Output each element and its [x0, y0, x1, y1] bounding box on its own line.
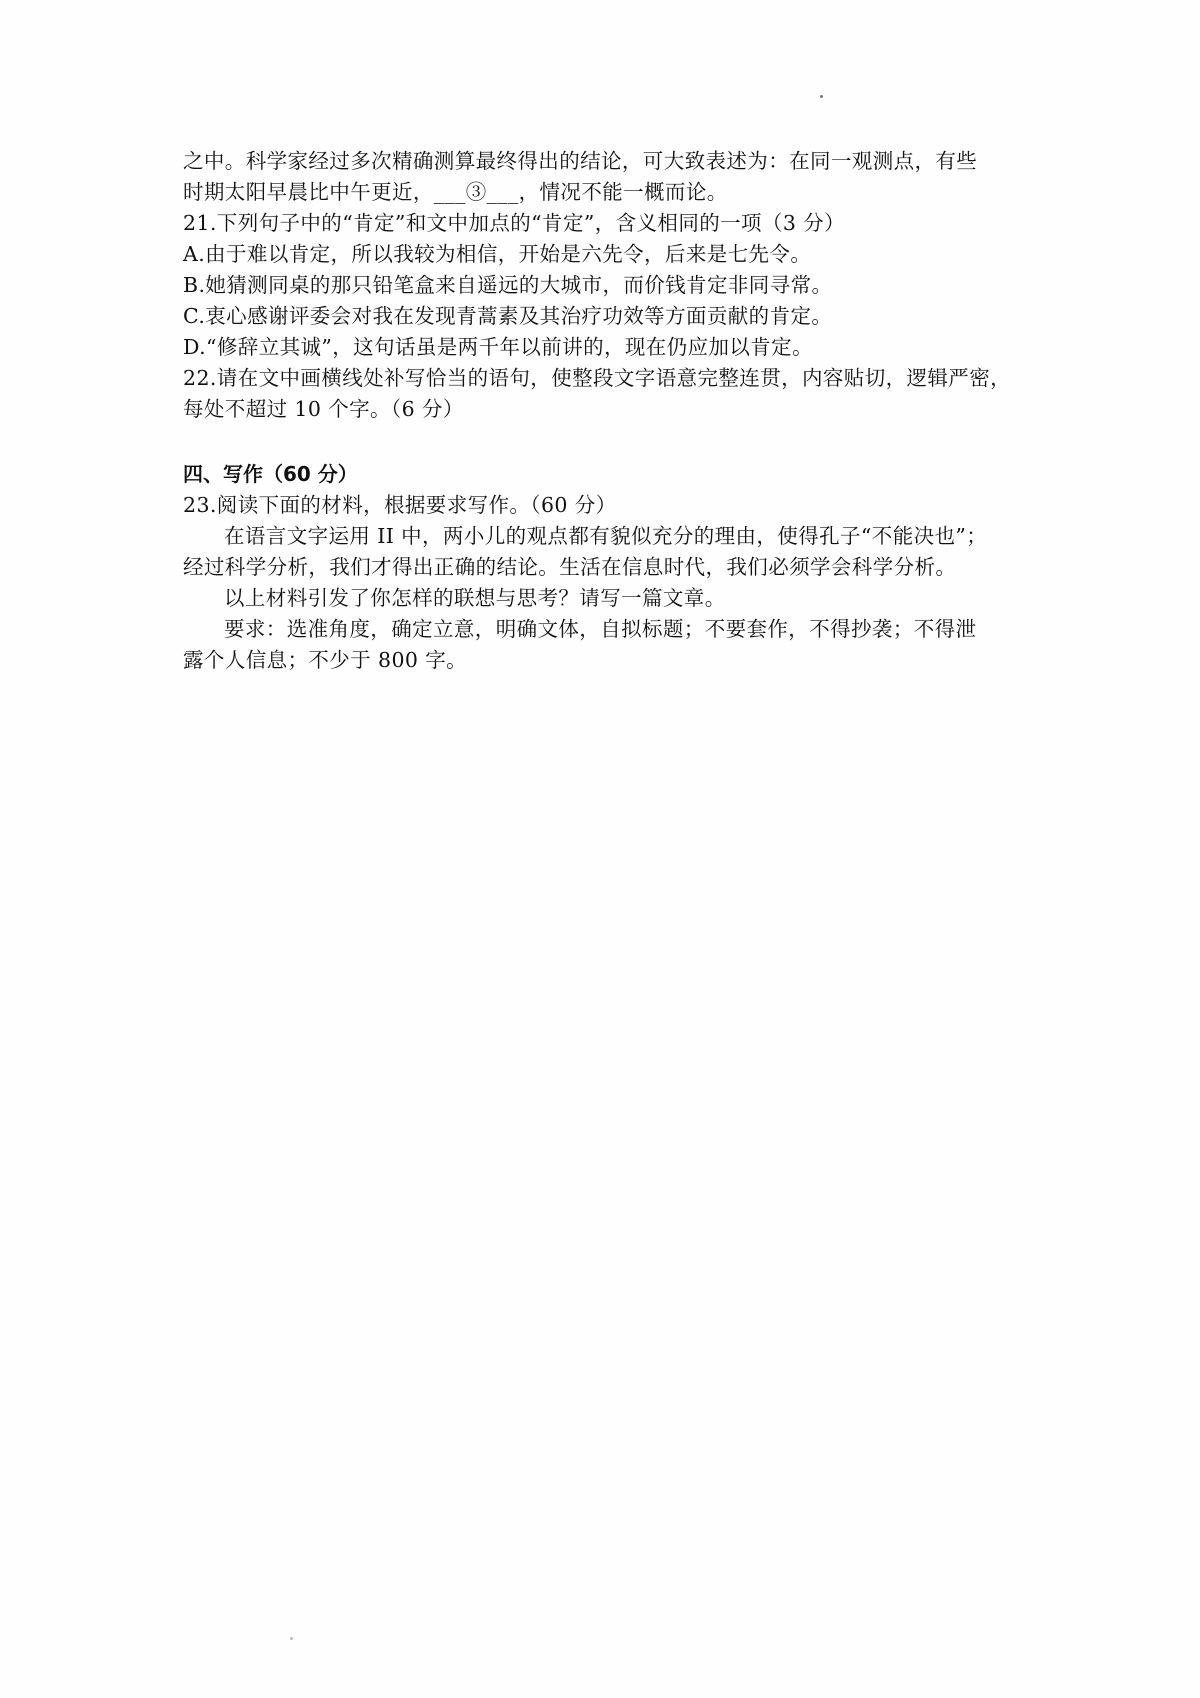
q22-line-1: 22.请在文中画横线处补写恰当的语句，使整段文字语意完整连贯，内容贴切，逻辑严密， [183, 366, 1011, 390]
q22-line-2: 每处不超过 10 个字。（6 分） [183, 397, 464, 421]
q21-stem: 21.下列句子中的“肯定”和文中加点的“肯定”，含义相同的一项（3 分） [183, 211, 845, 235]
q21-option-c: C.衷心感谢评委会对我在发现青蒿素及其治疗功效等方面贡献的肯定。 [183, 304, 833, 328]
q21-option-d: D.“修辞立其诚”，这句话虽是两千年以前讲的，现在仍应加以肯定。 [183, 335, 813, 359]
q23-requirement-line-1: 要求：选准角度，确定立意，明确文体，自拟标题；不要套作，不得抄袭；不得泄 [224, 617, 977, 641]
passage-line-2-after: ，情况不能一概而论。 [518, 180, 728, 204]
section-heading: 四、写作（60 分） [183, 462, 358, 486]
page-content [183, 146, 1023, 676]
q23-material-line-2: 经过科学分析，我们才得出正确的结论。生活在信息时代，我们必须学会科学分析。 [183, 555, 957, 579]
passage-line-1: 之中。科学家经过多次精确测算最终得出的结论，可大致表述为：在同一观测点，有些 [183, 149, 978, 173]
q23-requirement-line-2: 露个人信息；不少于 800 字。 [183, 648, 468, 672]
fill-blank-3: ___③___ [433, 180, 519, 204]
q21-option-a: A.由于难以肯定，所以我较为相信，开始是六先令，后来是七先令。 [183, 242, 812, 266]
passage-line-2-before: 时期太阳早晨比中午更近， [183, 180, 434, 204]
q23-prompt: 以上材料引发了你怎样的联想与思考？请写一篇文章。 [224, 586, 726, 610]
section-gap [183, 425, 1023, 459]
passage-line-2 [183, 177, 1023, 208]
q23-stem: 23.阅读下面的材料，根据要求写作。（60 分） [183, 493, 617, 517]
scan-speck [290, 1637, 293, 1640]
q21-option-b: B.她猜测同桌的那只铅笔盒来自遥远的大城市，而价钱肯定非同寻常。 [183, 273, 833, 297]
scan-speck [820, 95, 823, 98]
q23-material-line-1: 在语言文字运用 II 中，两小儿的观点都有貌似充分的理由，使得孔子“不能决也”； [224, 524, 988, 548]
